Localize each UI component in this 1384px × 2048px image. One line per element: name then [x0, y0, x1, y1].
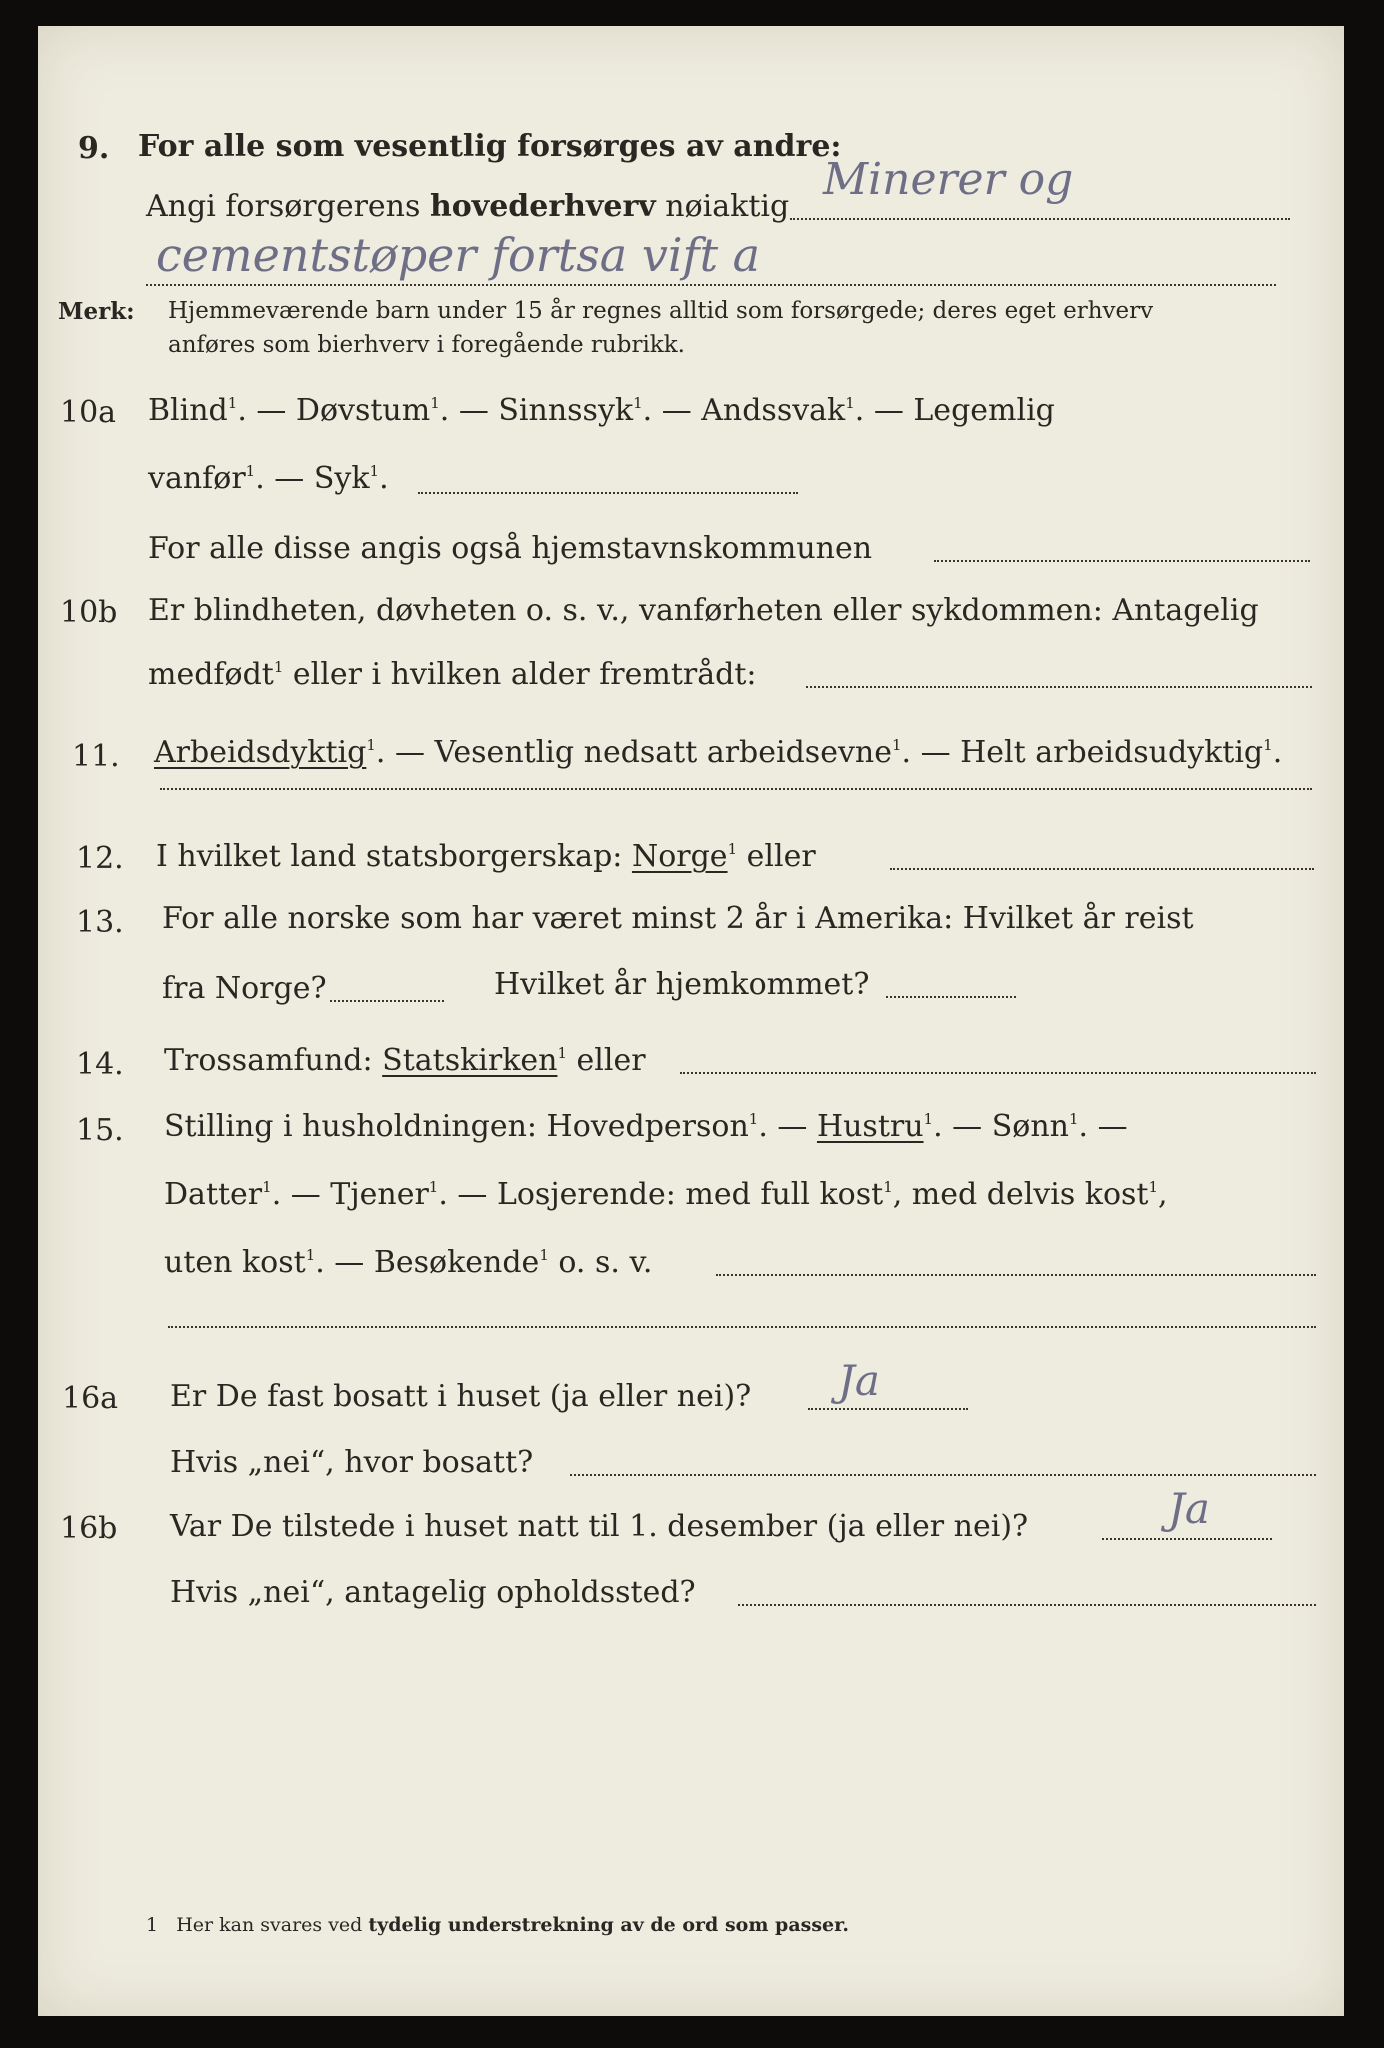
footnote-mark: 1: [146, 1914, 159, 1936]
q13-number: 13.: [76, 905, 124, 940]
q10b-line-1: Er blindheten, døvheten o. s. v., vanførheten eller sykdommen: Antagelig: [148, 593, 1259, 628]
merk-line-1: Hjemmeværende barn under 15 år regnes alltid som forsørgede; deres eget erhverv: [168, 298, 1154, 324]
q16a-bosatt-line[interactable]: [570, 1474, 1316, 1476]
q9-label: [146, 189, 790, 224]
q16a-line-1: Er De fast bosatt i huset (ja eller nei)?: [170, 1379, 752, 1414]
q9-number: 9.: [78, 131, 110, 166]
q16b-line-1: Var De tilstede i huset natt til 1. desember (ja eller nei)?: [170, 1509, 1029, 1544]
q15-answer-line-2[interactable]: [168, 1326, 1316, 1328]
q14-number: 14.: [76, 1047, 124, 1082]
q16a-handwritten-answer: Ja: [838, 1356, 880, 1405]
q16b-number: 16b: [60, 1511, 118, 1546]
vanfor-option[interactable]: vanfør: [148, 461, 246, 496]
q13-line-2b: Hvilket år hjemkommet?: [494, 967, 870, 1002]
q10a-hjemstavn-line[interactable]: [934, 560, 1310, 562]
q13-line-1: For alle norske som har været minst 2 år i Amerika: Hvilket år reist: [162, 901, 1194, 936]
q16a-answer-line[interactable]: [808, 1408, 968, 1410]
q10a-line-2: vanfør$^1$. — Syk$^1$.: [148, 461, 389, 496]
q16a-number: 16a: [62, 1381, 119, 1416]
q15-line-2: Datter$^1$. — Tjener$^1$. — Losjerende: med full kost$^1$, med delvis kost$^1$,: [164, 1177, 1168, 1212]
q9-answer-line-1[interactable]: [790, 218, 1290, 220]
q15-line-1: Stilling i husholdningen: Hovedperson$^1$. — Hustru$^1$. — Sønn$^1$. —: [164, 1109, 1128, 1144]
q9-handwritten-answer-1: Minerer og: [823, 154, 1074, 205]
q13-line-2a: fra Norge?: [162, 971, 327, 1006]
norge-underlined[interactable]: Norge: [631, 839, 728, 874]
blind-option[interactable]: Blind: [148, 393, 228, 428]
footnote: 1 Her kan svares ved tydelig understrekning av de ord som passer.: [146, 1914, 849, 1936]
q15-answer-line-1[interactable]: [716, 1274, 1316, 1276]
q14-line: Trossamfund: Statskirken$^1$ eller: [164, 1043, 646, 1078]
merk-line-2: anføres som bierhverv i foregående rubrikk.: [168, 332, 685, 358]
q10a-line-3: For alle disse angis også hjemstavnskommunen: [148, 531, 873, 566]
q16b-handwritten-answer: Ja: [1168, 1484, 1210, 1533]
merk-label: Merk:: [58, 298, 135, 325]
q9-label-post: nøiaktig: [665, 189, 790, 224]
q16b-line-2: Hvis „nei“, antagelig opholdssted?: [170, 1575, 696, 1610]
arbeidsdyktig-underlined[interactable]: Arbeidsdyktig: [154, 735, 367, 770]
q10b-number: 10b: [60, 595, 118, 630]
q10a-answer-line[interactable]: [418, 492, 798, 494]
q11-answer-line[interactable]: [160, 788, 1312, 790]
q10b-answer-line[interactable]: [806, 686, 1312, 688]
q10a-line-1: Blind$^1$. — Døvstum$^1$. — Sinnssyk$^1$. — Andssvak$^1$. — Legemlig: [148, 393, 1055, 428]
q15-line-3: uten kost$^1$. — Besøkende$^1$ o. s. v.: [164, 1245, 653, 1280]
hustru-underlined[interactable]: Hustru: [816, 1109, 924, 1144]
q12-number: 12.: [76, 841, 124, 876]
census-form-page: [38, 26, 1344, 2016]
q16b-opholdssted-line[interactable]: [738, 1604, 1316, 1606]
q16b-answer-line[interactable]: [1102, 1538, 1272, 1540]
q10a-number: 10a: [60, 395, 117, 430]
q9-label-pre: Angi forsørgerens: [146, 189, 421, 224]
q12-line: I hvilket land statsborgerskap: Norge$^1$ eller: [156, 839, 816, 874]
q9-answer-line-2[interactable]: [146, 284, 1276, 286]
q11-number: 11.: [72, 739, 120, 774]
q9-title: For alle som vesentlig forsørges av andre:: [138, 129, 842, 164]
q13-hjemkommet-line[interactable]: [886, 996, 1016, 998]
q9-handwritten-answer-2: cementstøper fortsa vift a: [156, 228, 761, 282]
q15-number: 15.: [76, 1113, 124, 1148]
q11-line: Arbeidsdyktig$^1$. — Vesentlig nedsatt arbeidsevne$^1$. — Helt arbeidsudyktig$^1$.: [154, 735, 1283, 770]
q9-label-bold: hovederhverv: [429, 189, 656, 224]
statskirken-underlined[interactable]: Statskirken: [382, 1043, 558, 1078]
q10b-line-2: medfødt$^1$ eller i hvilken alder fremtrådt:: [148, 657, 757, 692]
q14-answer-line[interactable]: [680, 1072, 1316, 1074]
q12-answer-line[interactable]: [890, 868, 1314, 870]
q13-reist-line[interactable]: [330, 1000, 444, 1002]
q16a-line-2: Hvis „nei“, hvor bosatt?: [170, 1445, 534, 1480]
